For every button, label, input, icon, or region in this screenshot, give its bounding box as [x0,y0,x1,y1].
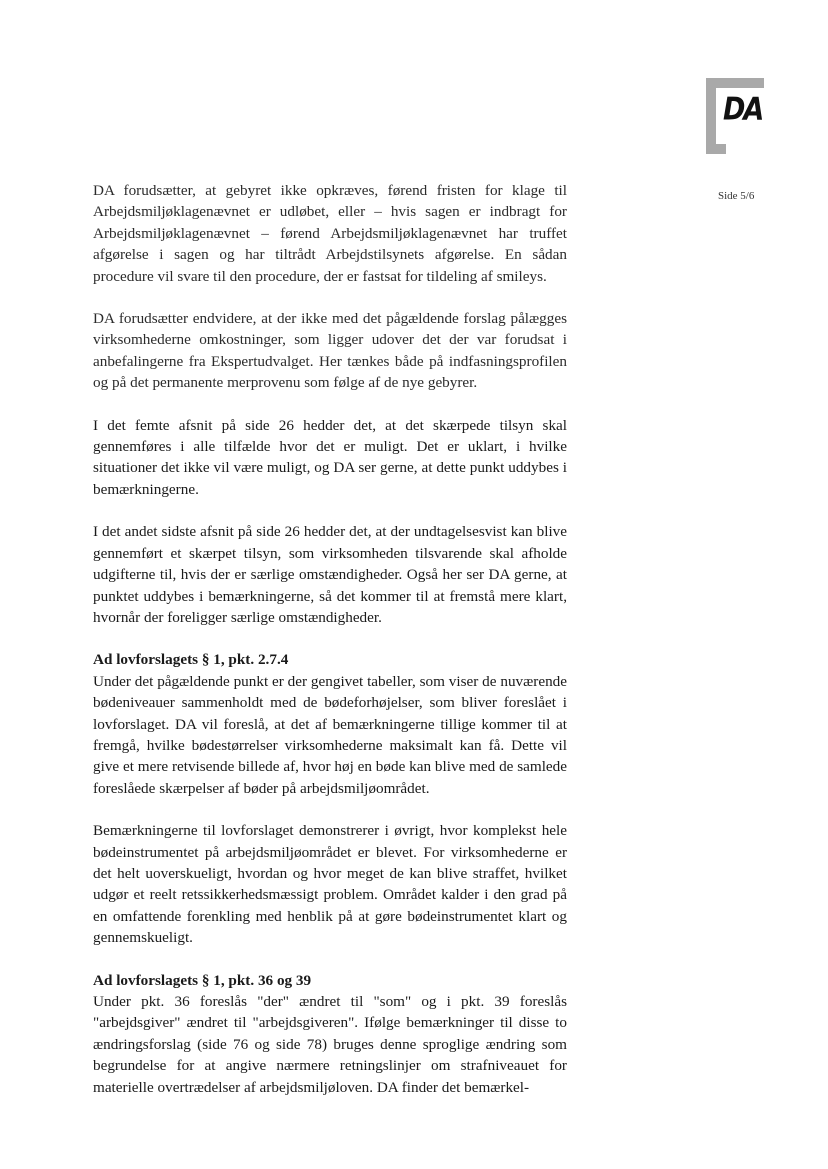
da-logo [706,78,764,154]
section-paragraph: Under det pågældende punkt er der gengivet tabeller, som viser de nuværende bødeniveauer sammenholdt med de bødeforhøjelser, som bliver foreslået i lovforslaget. DA vil foreslå, at det af bemærkningerne tillige kommer til at fremgå, hvilke bødestørrelser virksomhederne maksimalt kan få. Dette vil give et mere retvisende billede af, hvor høj en bøde kan blive med de samlede foreslåede skærpelser af bøder på arbejdsmiljøområdet. [93,672,567,797]
section-paragraph: Bemærkningerne til lovforslaget demonstrerer i øvrigt, hvor komplekst hele bødeinstrumentet på arbejdsmiljøområdet er blevet. For virksomhederne er det helt uoverskueligt, hvordan og hvor meget de kan blive straffet, hvilket udgør et reelt retssikkerhedsmæssigt problem. Området kalder i den grad på en omfattende forenkling med henblik på at gøre bødeinstrumentet klart og gennemskueligt. [93,822,567,947]
logo-text: DA [723,91,763,128]
section-heading: Ad lovforslagets § 1, pkt. 36 og 39 [93,971,312,989]
section-36-39 [93,970,567,1098]
section-paragraph: Under pkt. 36 foreslås "der" ændret til "som" og i pkt. 39 foreslås "arbejdsgiver" ændret til "arbejdsgiveren". Ifølge bemærkninger til disse to ændringsforslag (side 76 og side 78) bruges denne sproglige ændring som begrundelse for at angive nærmere retningslinjer om strafniveauet for materielle overtrædelser af arbejdsmiljøloven. DA finder det bemærkel- [93,993,567,1096]
logo-bracket-bottom [706,144,726,154]
paragraph-costs: DA forudsætter endvidere, at der ikke med det pågældende forslag pålægges virksomhederne omkostninger, som ligger udover det der var forudsat i anbefalingerne fra Ekspertudvalget. Her tænkes både på indfasningsprofilen og på det permanente merprovenu som følge af de nye gebyrer. [93,310,567,392]
paragraph-fifth-section: I det femte afsnit på side 26 hedder det, at det skærpede tilsyn skal gennemføres i alle tilfælde hvor det er muligt. Det er uklart, i hvilke situationer det ikke vil være muligt, og DA ser gerne, at dette punkt uddybes i bemærkningerne. [93,416,567,498]
document-body [93,180,567,1119]
section-heading: Ad lovforslagets § 1, pkt. 2.7.4 [93,651,289,669]
section-2-7-4 [93,649,567,948]
paragraph-second-last-section: I det andet sidste afsnit på side 26 hedder det, at der undtagelsesvist kan blive gennemført et skærpet tilsyn, som virksomheden tilsvarende skal afholde udgifterne til, hvis der er særlige omstændigheder. Også her ser DA gerne, at punktet uddybes i bemærkningerne, så det kommer til at fremstå mere klart, hvornår der foreligger særlige omstændigheder. [93,523,567,626]
page-number: Side 5/6 [718,190,755,202]
logo-bracket-left [706,78,716,154]
paragraph-fee-prerequisite: DA forudsætter, at gebyret ikke opkræves, førend fristen for klage til Arbejdsmiljøklagenævnet er udløbet, eller – hvis sagen er indbragt for Arbejdsmiljøklagenævnet – førend Arbejdsmiljøklagenævnet har truffet afgørelse i sagen og har tiltrådt Arbejdstilsynets afgørelse. En sådan procedure vil svare til den procedure, der er fastsat for tildeling af smileys. [93,182,567,285]
